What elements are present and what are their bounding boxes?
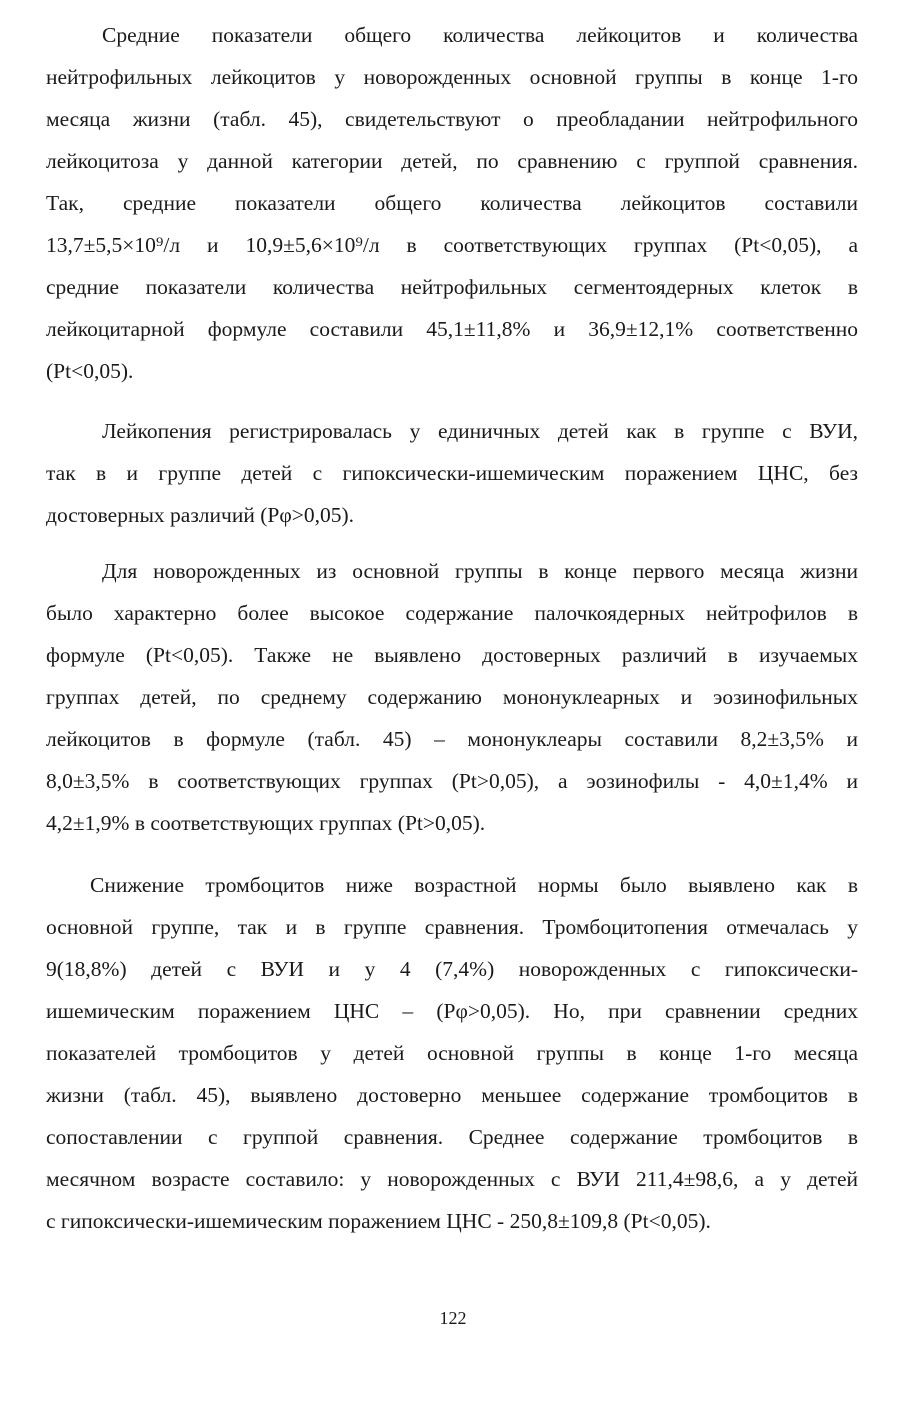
text-line: Лейкопения регистрировалась у единичных детей как в группе с ВУИ, [102, 419, 858, 443]
text-line: 13,7±5,5×10⁹/л и 10,9±5,6×10⁹/л в соответствующих группах (Pt<0,05), а [46, 233, 858, 257]
text-line: месячном возрасте составило: у новорожденных с ВУИ 211,4±98,6, а у детей [46, 1167, 858, 1191]
text-line: нейтрофильных лейкоцитов у новорожденных основной группы в конце 1-го [46, 65, 858, 89]
text-line: было характерно более высокое содержание палочкоядерных нейтрофилов в [46, 601, 858, 625]
text-line: ишемическим поражением ЦНС – (Pφ>0,05). Но, при сравнении средних [46, 999, 858, 1023]
text-line: (Pt<0,05). [46, 359, 134, 383]
text-line: Средние показатели общего количества лейкоцитов и количества [102, 23, 858, 47]
text-line: Для новорожденных из основной группы в конце первого месяца жизни [102, 559, 858, 583]
text-line: Так, средние показатели общего количества лейкоцитов составили [46, 191, 858, 215]
text-line: 4,2±1,9% в соответствующих группах (Pt>0,05). [46, 811, 486, 835]
text-line: формуле (Pt<0,05). Также не выявлено достоверных различий в изучаемых [46, 643, 858, 667]
text-line: лейкоцитоза у данной категории детей, по сравнению с группой сравнения. [46, 149, 858, 173]
text-line: 9(18,8%) детей с ВУИ и у 4 (7,4%) новорожденных с гипоксически- [46, 957, 858, 981]
text-line: лейкоцитов в формуле (табл. 45) – мононуклеары составили 8,2±3,5% и [46, 727, 858, 751]
text-line: жизни (табл. 45), выявлено достоверно меньшее содержание тромбоцитов в [46, 1083, 858, 1107]
text-line: лейкоцитарной формуле составили 45,1±11,8% и 36,9±12,1% соответственно [46, 317, 858, 341]
text-line: Снижение тромбоцитов ниже возрастной нормы было выявлено как в [90, 873, 858, 897]
text-line: показателей тромбоцитов у детей основной группы в конце 1-го месяца [46, 1041, 858, 1065]
text-line: средние показатели количества нейтрофильных сегментоядерных клеток в [46, 275, 858, 299]
text-line: 8,0±3,5% в соответствующих группах (Pt>0,05), а эозинофилы - 4,0±1,4% и [46, 769, 858, 793]
text-line: группах детей, по среднему содержанию мононуклеарных и эозинофильных [46, 685, 858, 709]
text-line: основной группе, так и в группе сравнения. Тромбоцитопения отмечалась у [46, 915, 858, 939]
text-line: сопоставлении с группой сравнения. Среднее содержание тромбоцитов в [46, 1125, 858, 1149]
text-line: месяца жизни (табл. 45), свидетельствуют о преобладании нейтрофильного [46, 107, 858, 131]
text-line: так в и группе детей с гипоксически-ишемическим поражением ЦНС, без [46, 461, 858, 485]
page-number: 122 [439, 1308, 467, 1328]
text-line: с гипоксически-ишемическим поражением ЦНС - 250,8±109,8 (Pt<0,05). [46, 1209, 711, 1233]
text-line: достоверных различий (Pφ>0,05). [46, 503, 355, 527]
